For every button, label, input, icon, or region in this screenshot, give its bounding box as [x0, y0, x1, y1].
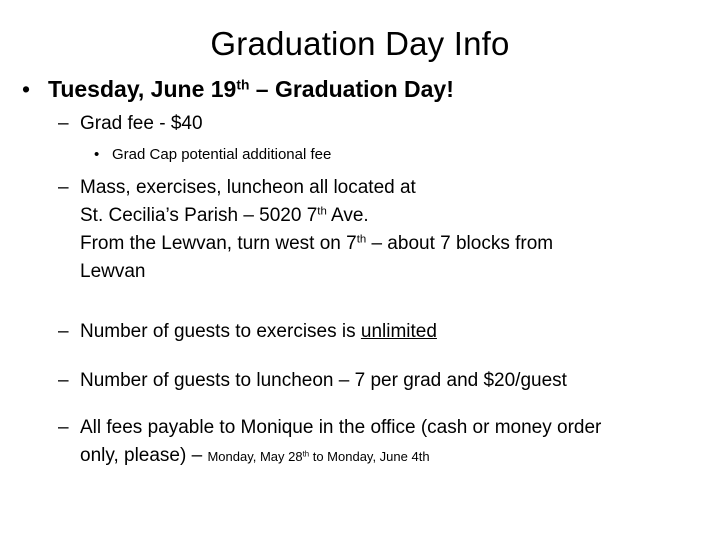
slide-title: Graduation Day Info: [210, 25, 510, 62]
fees-dates: [207, 449, 429, 464]
fees-date-end: to Monday, June 4th: [309, 449, 430, 464]
location-directions-end: – about 7 blocks from: [366, 233, 554, 254]
grad-fee-text: Grad fee - $40: [80, 113, 203, 134]
fees-line-1: All fees payable to Monique in the office (cash or money order: [80, 417, 602, 438]
location-address-end: Ave.: [326, 205, 369, 226]
grad-cap-text: Grad Cap potential additional fee: [112, 146, 332, 163]
main-bullet-rest: – Graduation Day!: [249, 76, 454, 102]
bullet-icon: •: [22, 76, 31, 102]
main-bullet-text: Tuesday, June 19: [48, 76, 237, 102]
fees-date-start: Monday, May 28: [207, 449, 303, 464]
location-line-3: [58, 230, 698, 258]
location-line-1: Mass, exercises, luncheon all located at: [80, 177, 416, 198]
list-item-guests-luncheon: [58, 367, 698, 395]
location-line-4: Lewvan: [80, 261, 146, 282]
dash-icon: –: [58, 113, 69, 134]
dash-icon: –: [58, 177, 69, 198]
guests-exercises-line: [58, 318, 698, 346]
fees-date-sup: th: [302, 449, 310, 459]
list-item-guests-exercises: [58, 318, 698, 346]
dash-icon: –: [58, 370, 69, 391]
location-directions: From the Lewvan, turn west on 7: [80, 233, 357, 254]
list-item-grad-cap: [94, 144, 694, 166]
dash-icon: –: [58, 321, 69, 342]
dash-icon: –: [58, 417, 69, 438]
location-line-2: [58, 202, 698, 230]
guests-luncheon-text: Number of guests to luncheon – 7 per grad and $20/guest: [80, 370, 567, 391]
list-item-location: [58, 174, 698, 286]
location-address-sup: th: [317, 205, 327, 218]
location-address: St. Cecilia’s Parish – 5020 7: [80, 205, 318, 226]
list-item-grad-fee: [58, 110, 698, 138]
fees-line-2: [58, 442, 698, 471]
list-item-fees: [58, 414, 698, 471]
guests-exercises-unlimited: unlimited: [360, 321, 437, 342]
main-bullet-sup: th: [236, 77, 250, 93]
guests-exercises-text: Number of guests to exercises is: [80, 321, 361, 342]
bullet-icon: •: [94, 146, 100, 163]
main-bullet: [22, 74, 702, 104]
fees-text: only, please) –: [80, 445, 208, 466]
location-directions-sup: th: [356, 233, 367, 246]
